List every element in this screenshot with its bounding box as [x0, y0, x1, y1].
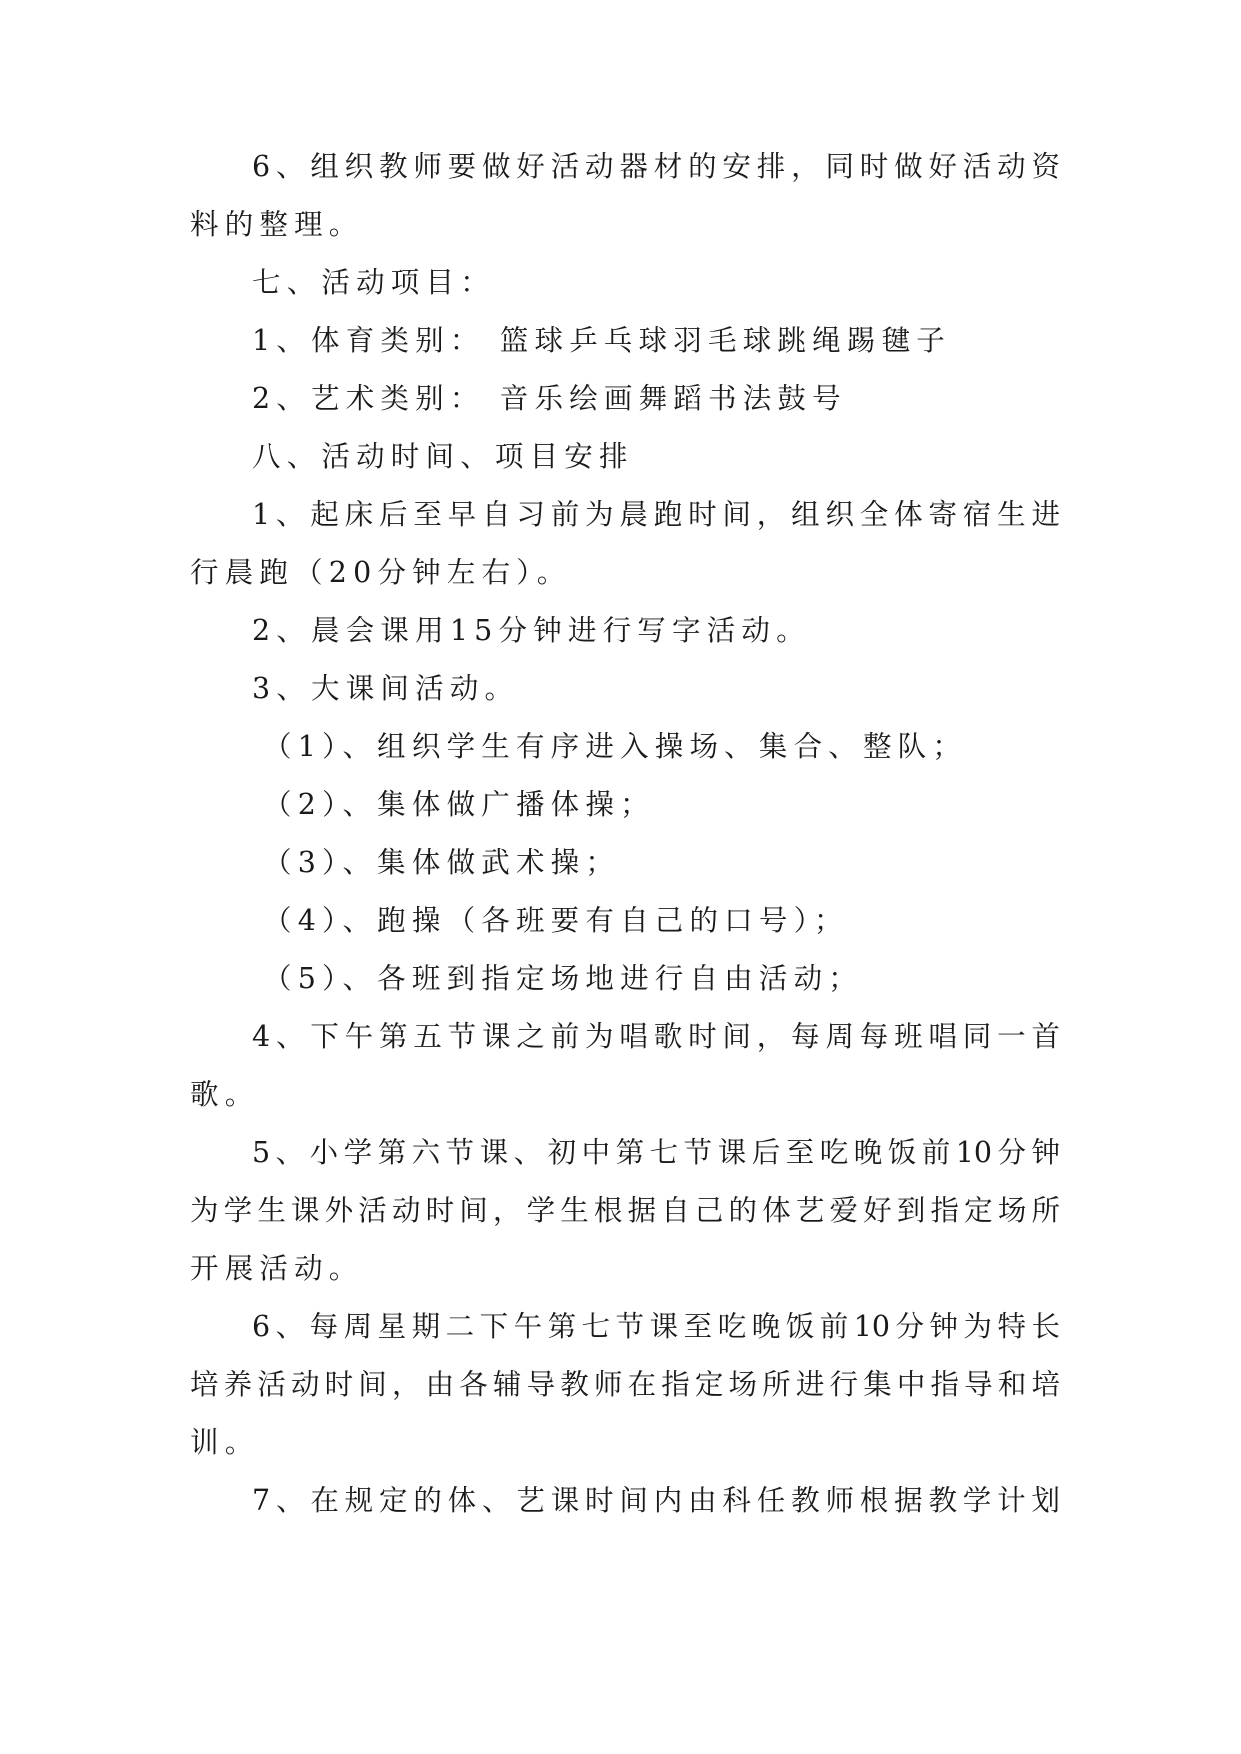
paragraph-line: 4、下午第五节课之前为唱歌时间，每周每班唱同一首 — [252, 1020, 1060, 1053]
paragraph-line: 1、起床后至早自习前为晨跑时间，组织全体寄宿生进 — [252, 498, 1060, 531]
paragraph-line: 6、组织教师要做好活动器材的安排，同时做好活动资 — [252, 150, 1060, 183]
paragraph-line: 歌。 — [190, 1078, 260, 1111]
paragraph-line: 3、大课间活动。 — [252, 672, 520, 705]
paragraph-line: 训。 — [190, 1426, 260, 1459]
section-heading: 八、活动时间、项目安排 — [252, 440, 634, 473]
paragraph-line: 2、艺术类别： 音乐绘画舞蹈书法鼓号 — [252, 382, 847, 415]
paragraph-line: 为学生课外活动时间，学生根据自己的体艺爱好到指定场所 — [190, 1194, 1060, 1227]
paragraph-line: 培养活动时间，由各辅导教师在指定场所进行集中指导和培 — [190, 1368, 1060, 1401]
list-item: （5）、各班到指定场地进行自由活动； — [263, 962, 863, 995]
list-item: （2）、集体做广播体操； — [263, 788, 655, 821]
paragraph-line: 2、晨会课用15分钟进行写字活动。 — [252, 614, 811, 647]
section-heading: 七、活动项目： — [252, 266, 495, 299]
paragraph-line: 7、在规定的体、艺课时间内由科任教师根据教学计划 — [252, 1484, 1060, 1517]
list-item: （1）、组织学生有序进入操场、集合、整队； — [263, 730, 968, 763]
list-item: （3）、集体做武术操； — [263, 846, 621, 879]
paragraph-line: 料的整理。 — [190, 208, 364, 241]
list-item: （4）、跑操（各班要有自己的口号）； — [263, 904, 849, 937]
paragraph-line: 开展活动。 — [190, 1252, 364, 1285]
paragraph-line: 行晨跑（20分钟左右）。 — [190, 556, 572, 589]
paragraph-line: 5、小学第六节课、初中第七节课后至吃晚饭前10分钟 — [252, 1136, 1060, 1169]
paragraph-line: 6、每周星期二下午第七节课至吃晚饭前10分钟为特长 — [252, 1310, 1060, 1343]
paragraph-line: 1、体育类别： 篮球乒乓球羽毛球跳绳踢毽子 — [252, 324, 951, 357]
